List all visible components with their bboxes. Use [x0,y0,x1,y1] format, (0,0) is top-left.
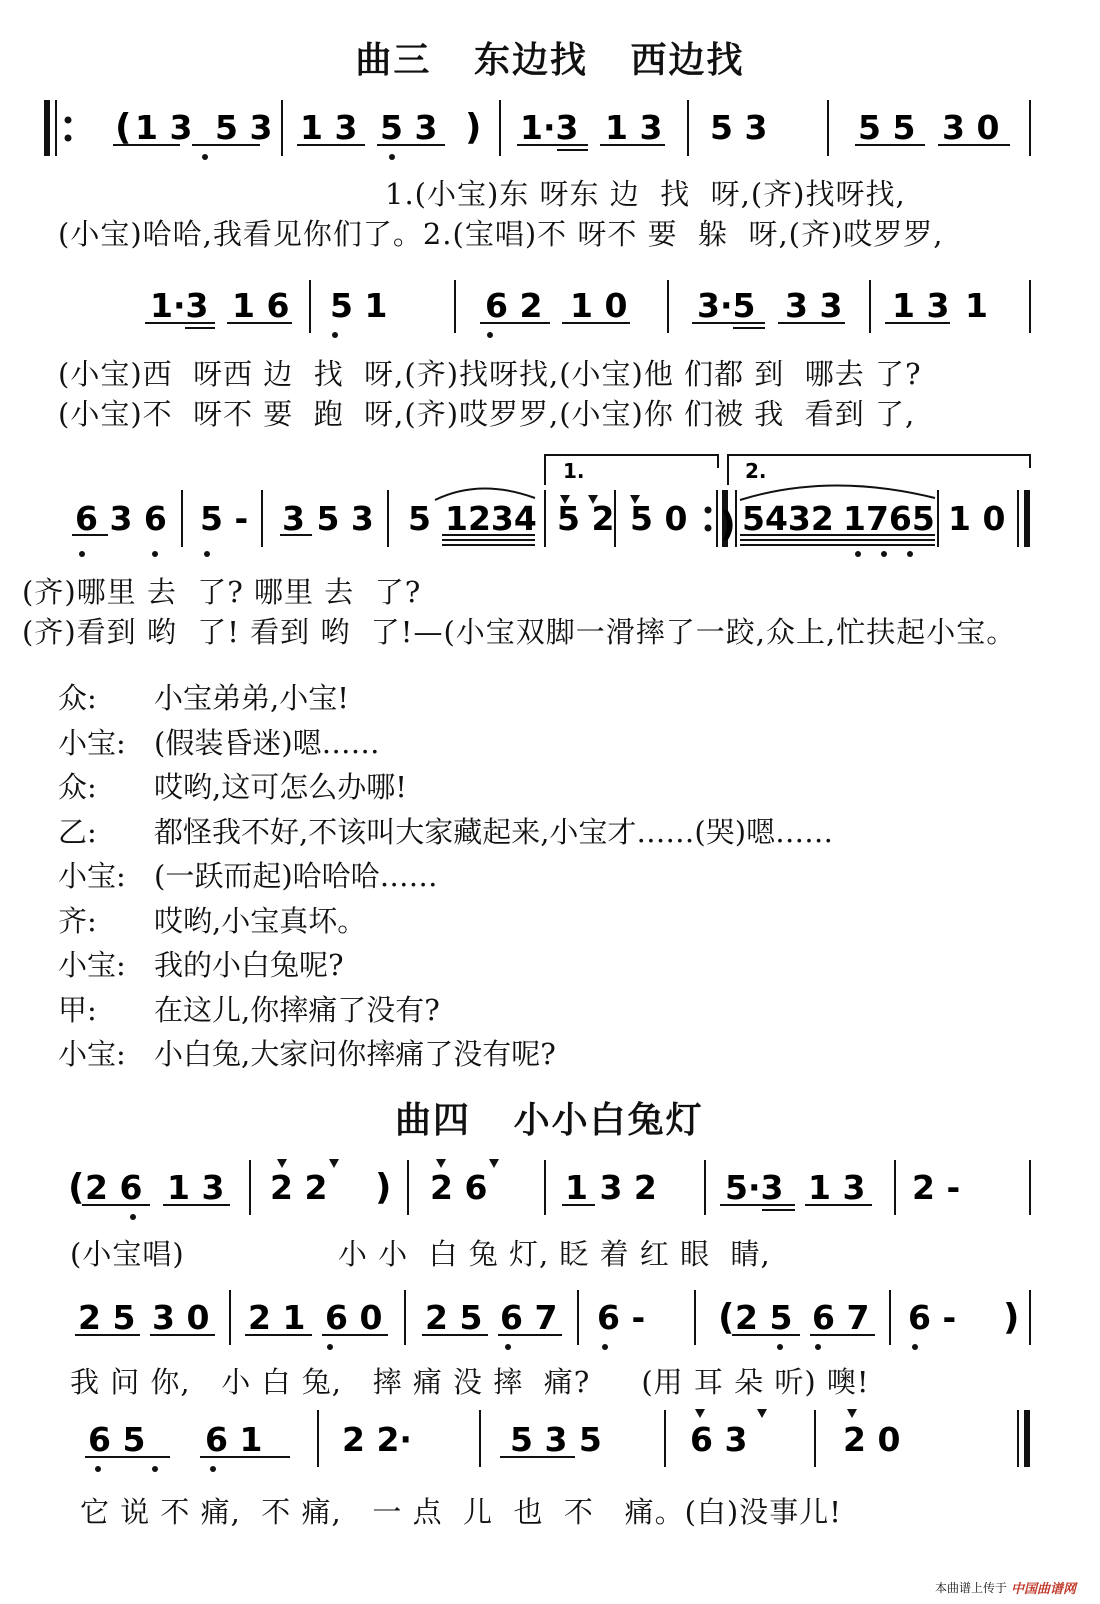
song4-title-number: 曲四 [395,1100,472,1141]
note-group: 1 3 [300,108,358,147]
note-group: 1 0 [570,286,628,325]
dialogue-text: 在这儿,你摔痛了没有? [154,992,440,1027]
dialogue-speaker: 小宝: [58,1037,126,1071]
song3-row3-lyric-verse2: (齐)看到 哟 了! 看到 哟 了!—(小宝双脚一滑摔了一跤,众上,忙扶起小宝。 [22,615,1017,649]
note-group: 1765 [843,499,935,538]
song3-row2-notation [0,275,1100,355]
volta-2-label: 2. [745,459,767,483]
note-group: 3 0 [942,108,1000,147]
dialogue-speaker: 众: [58,681,97,715]
dialogue-speaker: 乙: [58,814,97,849]
note-group: 2 5 [78,1298,136,1337]
note-group: 3 5 3 [282,499,374,538]
dialogue-line [58,810,1058,855]
song4-row3-notation [0,1405,1100,1485]
song4-row3-lyric: 它 说 不 痛, 不 痛, 一 点 儿 也 不 痛。(白)没事儿! [80,1495,842,1529]
note-group: 2 5 [735,1298,793,1337]
notation-paren: ( [718,1297,735,1338]
note-group: 1 6 [232,286,290,325]
dialogue-text: 哎哟,这可怎么办哪! [154,770,407,804]
song4-row2-lyric: 我 问 你, 小 白 兔, 摔 痛 没 摔 痛? (用 耳 朵 听) 噢! [70,1365,870,1399]
dialogue-text: (假装昏迷)嗯…… [154,725,380,760]
dialogue-text: (一跃而起)哈哈哈…… [154,859,438,893]
note-group: 1 3 [808,1168,866,1207]
note-group: 3 3 [785,286,843,325]
note-group: 5 2 [557,499,615,538]
note-group: 6 5 [88,1420,146,1459]
notation-paren: ) [1003,1297,1020,1338]
song3-title-number: 曲三 [355,40,432,81]
note-group: 6 3 [690,1420,748,1459]
notation-paren: ) [375,1167,392,1208]
dialogue-speaker: 齐: [58,903,97,938]
note-group: 5 0 [630,499,688,538]
song3-staff-row1 [0,95,1100,175]
note-group: 2 5 [425,1298,483,1337]
note-group: 6 - [597,1298,646,1337]
note-group: 1 3 [135,108,193,147]
dialogue-speaker: 小宝: [58,859,126,893]
note-group: 5 3 5 [510,1420,602,1459]
note-group: 1 3 [167,1168,225,1207]
upload-credit [935,1578,1076,1597]
note-group: 1 3 [892,286,950,325]
dialogue-text: 哎哟,小宝真坏。 [154,903,367,938]
song3-row1-notation [0,95,1100,175]
note-group: 5 [408,499,431,538]
note-group: 5432 [742,499,834,538]
note-group: 2 0 [843,1420,901,1459]
song4-row2-notation [0,1285,1100,1365]
song3-row1-lyric-verse1: 1.(小宝)东 呀东 边 找 呀,(齐)找呀找, [385,177,906,211]
song3-staff-row2 [0,275,1100,355]
note-group: 1 0 [948,499,1006,538]
dialogue-text: 都怪我不好,不该叫大家藏起来,小宝才……(哭)嗯…… [154,814,834,849]
note-group: 3·5 [697,286,756,325]
song3-title-part-b: 西边找 [630,40,745,81]
volta-1-label: 1. [563,459,585,483]
dialogue-line [58,943,1058,988]
note-group: 1 3 2 [565,1168,657,1207]
upload-credit-text: 本曲谱上传于 [934,1581,1007,1595]
song3-row3-notation [0,450,1100,570]
note-group: 6 0 [325,1298,383,1337]
note-group: 1 [965,286,988,325]
notation-paren: ) [465,107,482,148]
note-group: 3 0 [152,1298,210,1337]
song3-row1-lyric-verse2: (小宝)哈哈,我看见你们了。2.(宝唱)不 呀不 要 躲 呀,(齐)哎罗罗, [58,217,944,251]
note-group: 5 3 [215,108,273,147]
note-group: 5 1 [330,286,388,325]
song3-row2-lyric-verse2: (小宝)不 呀不 要 跑 呀,(齐)哎罗罗,(小宝)你 们被 我 看到 了, [58,397,916,431]
dialogue-line [58,721,1058,766]
song4-staff-row2 [0,1285,1100,1365]
dialogue-line [58,676,1058,721]
dialogue-text: 我的小白兔呢? [154,948,344,982]
song4-row1-lyric: (小宝唱) 小 小 白 兔 灯, 眨 着 红 眼 睛, [70,1237,771,1271]
note-group: 6 7 [812,1298,870,1337]
note-group: 2 2 [270,1168,328,1207]
dialogue-speaker: 小宝: [58,725,126,760]
notation-paren: ( [115,107,132,148]
dialogue-speaker: 小宝: [58,948,126,982]
note-group: 1 3 [605,108,663,147]
song4-title [395,1092,895,1143]
dialogue-line [58,899,1058,944]
dialogue-speaker: 众: [58,770,97,804]
song3-title-part-a: 东边找 [473,40,588,81]
song3-staff-row3 [0,450,1100,570]
song4-staff-row3 [0,1405,1100,1485]
dialogue-line [58,765,1058,810]
note-group: 6 1 [205,1420,263,1459]
note-group: 2 6 [430,1168,488,1207]
note-group: 6 3 6 [75,499,167,538]
song3-title [0,32,1100,83]
song3-row3-lyric-verse1: (齐)哪里 去 了? 哪里 去 了? [22,575,422,609]
note-group: 6 - [908,1298,957,1337]
dialogue-text: 小宝弟弟,小宝! [154,681,349,715]
dialogue-line [58,1032,1058,1077]
song4-title-name: 小小白兔灯 [513,1100,704,1141]
svg-text:): ) [720,505,736,545]
site-logo: 中国曲谱网 [1010,1582,1076,1597]
note-group: 5 3 [710,108,768,147]
note-group: 1·3 [150,286,209,325]
note-group: 5·3 [725,1168,784,1207]
note-group: 2 6 [85,1168,143,1207]
notation-paren: ( [68,1167,85,1208]
dialogue-section [58,676,1058,1077]
note-group: 6 7 [500,1298,558,1337]
dialogue-text: 小白兔,大家问你摔痛了没有呢? [154,1037,556,1071]
song4-staff-row1 [0,1155,1100,1235]
dialogue-speaker: 甲: [58,992,97,1027]
note-group: 2 2· [342,1420,412,1459]
note-group: 1234 [445,499,537,538]
dialogue-line [58,988,1058,1033]
song4-row1-notation [0,1155,1100,1235]
note-group: 6 2 [485,286,543,325]
note-group: 2 1 [248,1298,306,1337]
note-group: 1·3 [520,108,579,147]
dialogue-line [58,854,1058,899]
song3-row2-lyric-verse1: (小宝)西 呀西 边 找 呀,(齐)找呀找,(小宝)他 们都 到 哪去 了? [58,357,922,391]
note-group: 2 - [912,1168,961,1207]
note-group: 5 - [200,499,249,538]
note-group: 5 3 [380,108,438,147]
note-group: 5 5 [858,108,916,147]
